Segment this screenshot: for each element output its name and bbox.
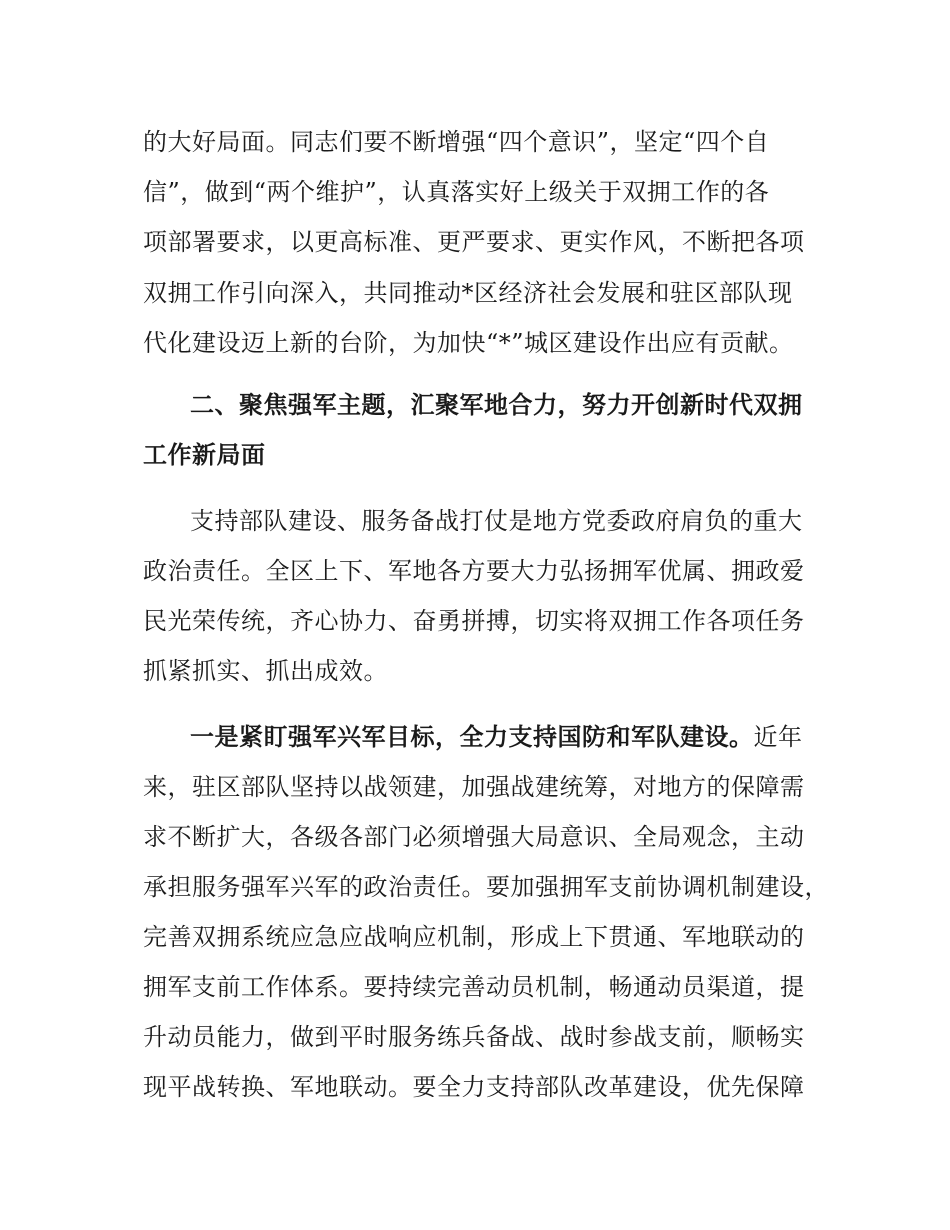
paragraph-line: 政治责任。全区上下、军地各方要大力弘扬拥军优属、拥政爱 <box>143 557 805 585</box>
paragraph-line: 承担服务强军兴军的政治责任。要加强拥军支前协调机制建设， <box>143 873 829 901</box>
paragraph-line: 的大好局面。同志们要不断增强“四个意识”，坚定“四个自 <box>143 128 770 156</box>
paragraph-line: 现平战转换、军地联动。要全力支持部队改革建设，优先保障 <box>143 1073 805 1101</box>
paragraph-line: 代化建设迈上新的台阶，为加快“*”城区建设作出应有贡献。 <box>143 329 794 357</box>
paragraph-line: 民光荣传统，齐心协力、奋勇拼搏，切实将双拥工作各项任务 <box>143 607 805 635</box>
paragraph-line: 来，驻区部队坚持以战领建，加强战建统筹，对地方的保障需 <box>143 773 805 801</box>
paragraph-lead-rest: 近年 <box>753 723 803 751</box>
paragraph-line: 项部署要求，以更高标准、更严要求、更实作风，不断把各项 <box>143 228 805 256</box>
paragraph-line: 升动员能力，做到平时服务练兵备战、战时参战支前，顺畅实 <box>143 1023 805 1051</box>
paragraph-line: 双拥工作引向深入，共同推动*区经济社会发展和驻区部队现 <box>143 279 793 307</box>
section-heading-line: 工作新局面 <box>143 441 266 469</box>
paragraph-lead: 一是紧盯强军兴军目标，全力支持国防和军队建设。 <box>190 723 754 751</box>
paragraph-line: 抓紧抓实、抓出成效。 <box>143 657 388 685</box>
paragraph-line: 支持部队建设、服务备战打仗是地方党委政府肩负的重大 <box>190 507 803 535</box>
paragraph-line: 求不断扩大，各级各部门必须增强大局意识、全局观念，主动 <box>143 823 805 851</box>
section-heading-line: 二、聚焦强军主题，汇聚军地合力，努力开创新时代双拥 <box>190 391 803 419</box>
paragraph-first-line <box>190 712 870 762</box>
paragraph-line: 拥军支前工作体系。要持续完善动员机制，畅通动员渠道，提 <box>143 973 805 1001</box>
paragraph-line: 信”，做到“两个维护”，认真落实好上级关于双拥工作的各 <box>143 178 770 206</box>
paragraph-line: 完善双拥系统应急应战响应机制，形成上下贯通、军地联动的 <box>143 923 805 951</box>
